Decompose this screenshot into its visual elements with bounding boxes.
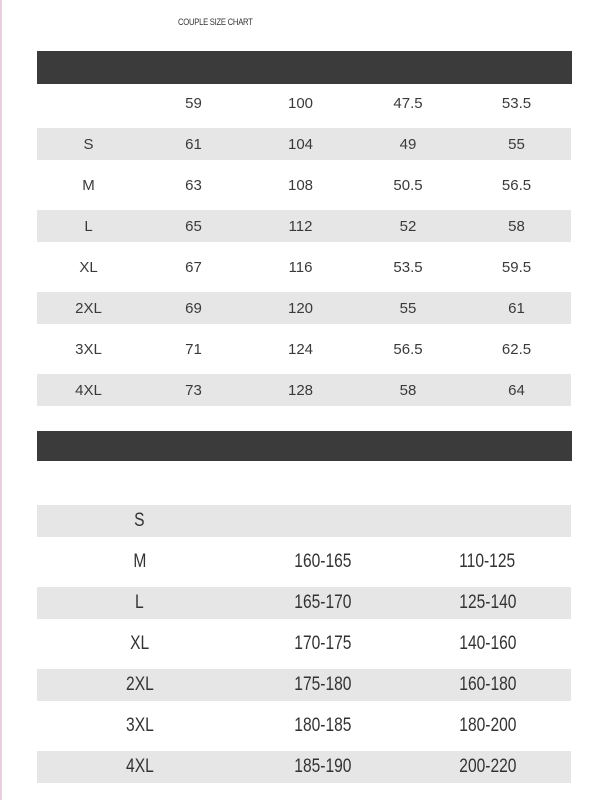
size-cell: XL bbox=[37, 624, 242, 665]
value-cell: 65 bbox=[140, 206, 247, 247]
page-edge-line bbox=[0, 0, 2, 800]
value-cell: 61 bbox=[140, 124, 247, 165]
height-cell: 180-185 bbox=[242, 706, 404, 747]
value-cell: 124 bbox=[247, 329, 354, 370]
value-cell: 128 bbox=[247, 370, 354, 407]
value-cell: 56.5 bbox=[462, 165, 571, 206]
size-cell: L bbox=[37, 583, 242, 624]
value-cell: 67 bbox=[140, 247, 247, 288]
value-cell: 53.5 bbox=[354, 247, 462, 288]
size-cell: S bbox=[37, 124, 140, 165]
weight-cell bbox=[404, 505, 571, 542]
size-cell: 2XL bbox=[37, 288, 140, 329]
size-cell: 3XL bbox=[37, 706, 242, 747]
value-cell: 73 bbox=[140, 370, 247, 407]
weight-cell: 125-140 bbox=[404, 583, 571, 624]
size-cell: M bbox=[37, 542, 242, 583]
size-cell: 2XL bbox=[37, 665, 242, 706]
value-cell: 47.5 bbox=[393, 94, 423, 112]
value-cell: 112 bbox=[247, 206, 354, 247]
table-row bbox=[37, 206, 571, 247]
table-row bbox=[37, 706, 571, 747]
size-cell: 4XL bbox=[37, 370, 140, 407]
table1-header-bar bbox=[37, 51, 572, 84]
value-cell: 56.5 bbox=[354, 329, 462, 370]
size-cell: M bbox=[37, 165, 140, 206]
value-cell: 100 bbox=[287, 94, 314, 112]
height-cell: 165-170 bbox=[242, 583, 404, 624]
value-cell: 59 bbox=[185, 94, 202, 112]
value-cell: 63 bbox=[140, 165, 247, 206]
weight-cell: 110-125 bbox=[404, 542, 571, 583]
size-recommendation-table bbox=[37, 505, 571, 783]
chart-title: COUPLE SIZE CHART bbox=[178, 17, 253, 27]
height-cell: 185-190 bbox=[242, 747, 404, 784]
value-cell: 120 bbox=[247, 288, 354, 329]
table-row bbox=[37, 87, 571, 124]
table-row bbox=[37, 665, 571, 706]
table-row bbox=[37, 747, 571, 784]
value-cell: 104 bbox=[247, 124, 354, 165]
size-cell: S bbox=[37, 505, 242, 542]
size-cell bbox=[37, 87, 140, 124]
weight-cell: 180-200 bbox=[404, 706, 571, 747]
value-cell: 108 bbox=[247, 165, 354, 206]
size-cell: 3XL bbox=[37, 329, 140, 370]
value-cell: 58 bbox=[354, 370, 462, 407]
value-cell: 52 bbox=[354, 206, 462, 247]
table-row bbox=[37, 624, 571, 665]
value-cell: 59.5 bbox=[462, 247, 571, 288]
size-cell: 4XL bbox=[37, 747, 242, 784]
table-row bbox=[37, 542, 571, 583]
table-row bbox=[37, 583, 571, 624]
value-cell: 64 bbox=[462, 370, 571, 407]
weight-cell: 200-220 bbox=[404, 747, 571, 784]
weight-cell: 140-160 bbox=[404, 624, 571, 665]
value-cell: 53.5 bbox=[501, 94, 532, 112]
table-row bbox=[37, 370, 571, 407]
value-cell: 116 bbox=[247, 247, 354, 288]
height-cell: 160-165 bbox=[242, 542, 404, 583]
value-cell: 55 bbox=[354, 288, 462, 329]
value-cell: 49 bbox=[354, 124, 462, 165]
height-cell: 175-180 bbox=[242, 665, 404, 706]
size-cell: L bbox=[37, 206, 140, 247]
table-row bbox=[37, 329, 571, 370]
height-cell bbox=[242, 505, 404, 542]
value-cell: 71 bbox=[140, 329, 247, 370]
table-row bbox=[37, 165, 571, 206]
value-cell: 69 bbox=[140, 288, 247, 329]
table-row bbox=[37, 247, 571, 288]
value-cell: 58 bbox=[462, 206, 571, 247]
size-cell: XL bbox=[37, 247, 140, 288]
table-row bbox=[37, 288, 571, 329]
table-row bbox=[37, 505, 571, 542]
table-row bbox=[37, 124, 571, 165]
value-cell: 62.5 bbox=[462, 329, 571, 370]
weight-cell: 160-180 bbox=[404, 665, 571, 706]
table2-header-bar bbox=[37, 431, 572, 461]
height-cell: 170-175 bbox=[242, 624, 404, 665]
value-cell: 50.5 bbox=[354, 165, 462, 206]
value-cell: 55 bbox=[462, 124, 571, 165]
value-cell: 61 bbox=[462, 288, 571, 329]
measurement-table bbox=[37, 87, 571, 406]
